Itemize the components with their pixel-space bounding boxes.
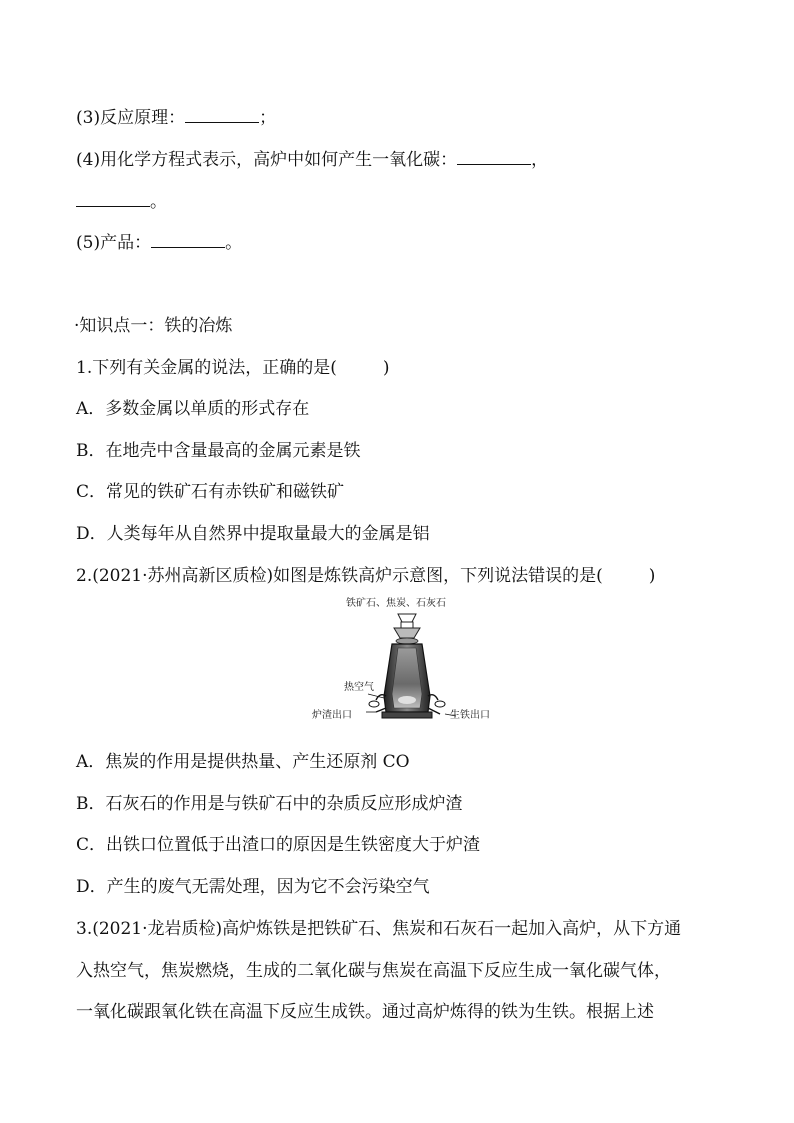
q1-option-a[interactable]: A．多数金属以单质的形式存在 [76, 399, 310, 419]
figure-label-iron-outlet: 生铁出口 [450, 710, 490, 721]
q1-stem: 1.下列有关金属的说法，正确的是( ) [76, 358, 390, 378]
item-4-line: (4)用化学方程式表示，高炉中如何产生一氧化碳： ， [76, 150, 549, 170]
item-3-blank[interactable] [185, 106, 259, 123]
q2-stem: 2.(2021·苏州高新区质检)如图是炼铁高炉示意图，下列说法错误的是( ) [76, 566, 656, 586]
q1-option-c[interactable]: C．常见的铁矿石有赤铁矿和磁铁矿 [76, 482, 345, 502]
q1-option-b[interactable]: B．在地壳中含量最高的金属元素是铁 [76, 441, 361, 461]
q1-option-d[interactable]: D．人类每年从自然界中提取量最大的金属是铝 [76, 524, 430, 544]
q3-line-2: 入热空气，焦炭燃烧，生成的二氧化碳与焦炭在高温下反应生成一氧化碳气体， [76, 961, 671, 981]
q3-line-1: 3.(2021·龙岩质检)高炉炼铁是把铁矿石、焦炭和石灰石一起加入高炉，从下方通 [76, 919, 682, 939]
item-4-blank-2[interactable] [76, 190, 150, 207]
item-4-label: (4)用化学方程式表示，高炉中如何产生一氧化碳： [76, 150, 458, 170]
item-3-line: (3)反应原理： ； [76, 108, 277, 128]
q2-option-a[interactable]: A．焦炭的作用是提供热量、产生还原剂 CO [76, 752, 410, 772]
figure-label-hot-air: 热空气 [344, 682, 374, 693]
item-3-label: (3)反应原理： [76, 108, 186, 128]
item-5-label: (5)产品： [76, 233, 152, 253]
q2-option-d[interactable]: D．产生的废气无需处理，因为它不会污染空气 [76, 877, 430, 897]
figure-label-slag-outlet: 炉渣出口 [312, 710, 352, 721]
item-4-line-2: 。 [76, 190, 167, 213]
item-4-blank-1[interactable] [457, 148, 531, 165]
item-5-blank[interactable] [151, 231, 225, 248]
q3-line-3: 一氧化碳跟氧化铁在高温下反应生成铁。通过高炉炼得的铁为生铁。根据上述 [76, 1002, 654, 1022]
blast-furnace-figure [310, 596, 500, 730]
q2-option-b[interactable]: B．石灰石的作用是与铁矿石中的杂质反应形成炉渣 [76, 794, 463, 814]
item-5-line: (5)产品： 。 [76, 233, 243, 253]
figure-label-top: 铁矿石、焦炭、石灰石 [346, 598, 446, 609]
section-title: ·知识点一：铁的冶炼 [74, 316, 233, 336]
q2-option-c[interactable]: C．出铁口位置低于出渣口的原因是生铁密度大于炉渣 [76, 835, 481, 855]
